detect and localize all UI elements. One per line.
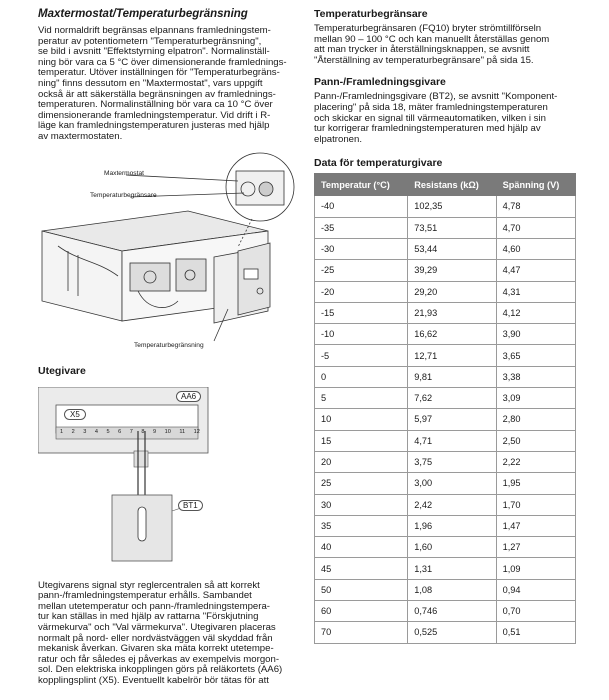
cell-resistance: 73,51 [408, 217, 496, 238]
cell-temperature: -5 [315, 345, 408, 366]
cell-voltage: 3,09 [496, 388, 575, 409]
table-row [315, 473, 576, 494]
cell-temperature: 30 [315, 494, 408, 515]
table-row [315, 366, 576, 387]
sensor-wiring-diagram [38, 387, 300, 577]
cell-resistance: 39,29 [408, 260, 496, 281]
table-row [315, 430, 576, 451]
cell-temperature: 70 [315, 622, 408, 643]
cell-voltage: 4,47 [496, 260, 575, 281]
label-temperaturbegransare: Temperaturbegränsare [90, 191, 157, 199]
cell-temperature: 45 [315, 558, 408, 579]
table-row [315, 579, 576, 600]
cell-resistance: 4,71 [408, 430, 496, 451]
cell-temperature: 60 [315, 600, 408, 621]
table-row [315, 537, 576, 558]
cell-temperature: 10 [315, 409, 408, 430]
table-row [315, 409, 576, 430]
header-voltage: Spänning (V) [496, 174, 575, 196]
cell-temperature: 0 [315, 366, 408, 387]
temperaturbegransare-title: Temperaturbegränsare [314, 8, 428, 20]
cell-resistance: 1,31 [408, 558, 496, 579]
table-row [315, 302, 576, 323]
cell-voltage: 4,12 [496, 302, 575, 323]
cell-voltage: 1,95 [496, 473, 575, 494]
table-row [315, 558, 576, 579]
table-row [315, 345, 576, 366]
table-row [315, 196, 576, 217]
boiler-drawing [38, 151, 300, 361]
cell-temperature: -15 [315, 302, 408, 323]
table-row [315, 281, 576, 302]
table-row [315, 217, 576, 238]
cell-voltage: 2,22 [496, 451, 575, 472]
cell-resistance: 9,81 [408, 366, 496, 387]
cell-voltage: 4,70 [496, 217, 575, 238]
cell-temperature: -10 [315, 324, 408, 345]
cell-resistance: 5,97 [408, 409, 496, 430]
table-row [315, 494, 576, 515]
cell-voltage: 3,38 [496, 366, 575, 387]
cell-voltage: 4,31 [496, 281, 575, 302]
cell-voltage: 1,09 [496, 558, 575, 579]
cell-temperature: -35 [315, 217, 408, 238]
table-row [315, 388, 576, 409]
cell-voltage: 3,65 [496, 345, 575, 366]
table-header-row [315, 174, 576, 196]
terminal-numbers: 1 2 3 4 5 6 7 8 9 10 11 12 [60, 428, 200, 435]
table-title: Data för temperaturgivare [314, 157, 443, 170]
cell-resistance: 1,60 [408, 537, 496, 558]
table-row [315, 324, 576, 345]
cell-temperature: -25 [315, 260, 408, 281]
cell-resistance: 2,42 [408, 494, 496, 515]
table-row [315, 600, 576, 621]
cell-voltage: 2,80 [496, 409, 575, 430]
cell-temperature: -20 [315, 281, 408, 302]
table-row [315, 260, 576, 281]
header-temperature: Temperatur (°C) [315, 174, 408, 196]
sensor-data-table [314, 173, 576, 643]
cell-resistance: 0,525 [408, 622, 496, 643]
cell-resistance: 12,71 [408, 345, 496, 366]
cell-temperature: 15 [315, 430, 408, 451]
cell-resistance: 102,35 [408, 196, 496, 217]
cell-resistance: 1,08 [408, 579, 496, 600]
maxtermostat-title: Maxtermostat/Temperaturbegränsning [38, 8, 248, 20]
label-temperaturbegransning: Temperaturbegränsning [134, 341, 204, 349]
utegivare-title: Utegivare [38, 364, 86, 377]
cell-resistance: 29,20 [408, 281, 496, 302]
cell-temperature: 35 [315, 515, 408, 536]
boiler-illustration [38, 151, 300, 361]
cell-temperature: 20 [315, 451, 408, 472]
header-resistance: Resistans (kΩ) [408, 174, 496, 196]
cell-temperature: 50 [315, 579, 408, 600]
cell-temperature: 25 [315, 473, 408, 494]
label-bt1: BT1 [178, 500, 203, 511]
maxtermostat-text: Vid normaldrift begränsas elpannans framledningstem- peratur av potentiometern "Temperaturbegränsning", se bild i avsnitt "Effektstyrning elpatron". Normalinställ- ning bör vara ca 5 °C över dimensionerande framlednings- temperatur. Utöver inställningen för "Temperaturbegräns- ning" finns dessutom en "Maxtermostat", vars uppgift också är att säkerställa begränsningen av framlednings- temperaturen. Normalinställning bör vara ca 10 °C över dimensionerande framledningstemperatur. Vid drift i R- läge kan framledningstemperaturen justeras med hjälp av maxtermostaten. [38, 25, 287, 142]
table-body [315, 196, 576, 643]
utegivare-text: Utegivarens signal styr reglercentralen så att korrekt pann-/framledningstemperatur erhålls. Sambandet mellan utetemperatur och pann-/framledningstempera- tur kan ställas in med hjälp av rattarna "Förskjutning värmekurva" och "Val värmekurva". Utegivaren placeras normalt på nord- eller nordvästväggen väl skyddad från mekanisk åverkan. Givaren ska mäta korrekt utetempe- ratur och får således ej påverkas av exempelvis morgon- sol. Den elektriska inkopplingen görs på reläkortets (AA6) kopplingsplint (X5). Eventuellt kabelrör bör tätas för att [38, 579, 283, 686]
table-row [315, 622, 576, 643]
cell-resistance: 3,75 [408, 451, 496, 472]
label-x5: X5 [64, 409, 86, 420]
cell-resistance: 16,62 [408, 324, 496, 345]
cell-voltage: 1,70 [496, 494, 575, 515]
cell-voltage: 2,50 [496, 430, 575, 451]
cell-voltage: 3,90 [496, 324, 575, 345]
cell-voltage: 0,70 [496, 600, 575, 621]
cell-resistance: 0,746 [408, 600, 496, 621]
cell-resistance: 21,93 [408, 302, 496, 323]
cell-temperature: 40 [315, 537, 408, 558]
table-row [315, 451, 576, 472]
cell-resistance: 1,96 [408, 515, 496, 536]
cell-resistance: 53,44 [408, 238, 496, 259]
cell-resistance: 7,62 [408, 388, 496, 409]
table-row [315, 515, 576, 536]
cell-voltage: 4,60 [496, 238, 575, 259]
cell-voltage: 1,47 [496, 515, 575, 536]
cell-voltage: 0,51 [496, 622, 575, 643]
cell-temperature: -30 [315, 238, 408, 259]
temperaturbegransare-text: Temperaturbegränsaren (FQ10) bryter strömtillförseln mellan 90 – 100 °C och kan manuellt återställas genom att man trycker in återställningsknappen, se avsnitt "Återställning av temperaturbegränsare" på sida 15. [314, 23, 550, 66]
cell-temperature: -40 [315, 196, 408, 217]
framledningsgivare-title: Pann-/Framledningsgivare [314, 76, 446, 89]
cell-voltage: 1,27 [496, 537, 575, 558]
left-column [38, 8, 300, 686]
cell-voltage: 0,94 [496, 579, 575, 600]
table-row [315, 238, 576, 259]
cell-voltage: 4,78 [496, 196, 575, 217]
label-aa6: AA6 [176, 391, 201, 402]
framledningsgivare-text: Pann-/Framledningsgivare (BT2), se avsnitt "Komponent- placering" på sida 18, mäter framledningstemperaturen och skickar en signal till värmeautomatiken, vilken i sin tur korrigerar framledningstemperaturen med hjälp av elpatronen. [314, 91, 558, 145]
right-column [314, 8, 576, 644]
label-maxtermostat: Maxtermostat [104, 169, 144, 177]
cell-temperature: 5 [315, 388, 408, 409]
cell-resistance: 3,00 [408, 473, 496, 494]
